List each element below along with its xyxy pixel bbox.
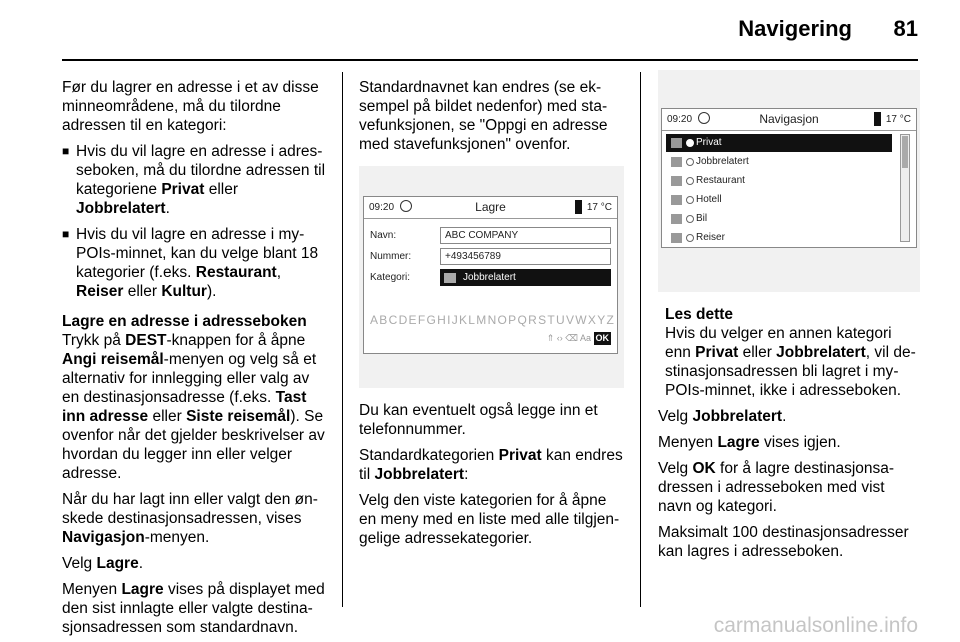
watermark: carmanualsonline.info bbox=[713, 614, 918, 637]
bullet-address-book: ■ Hvis du vil lagre en adresse i adresseboken, må du tilordne adressen til kategoriene Privat eller Jobbrelatert. bbox=[62, 142, 330, 218]
default-category-paragraph: Standardkategorien Privat kan endres til Jobbrelatert: bbox=[359, 447, 623, 483]
column-3 bbox=[658, 70, 920, 568]
navigasjon-status-bar bbox=[662, 109, 916, 131]
spell-paragraph: Standardnavnet kan endres (se eksempel på bildet nedenfor) med stavefunksjonen, se "Oppgi en adresse med stavefunksjonen" ovenfor. bbox=[359, 79, 608, 153]
number-row: Nummer: +493456789 bbox=[370, 248, 611, 265]
clock-time: 09:20 bbox=[369, 202, 395, 213]
list-item-bil[interactable]: Bil bbox=[666, 210, 892, 228]
screen-title: Lagre bbox=[475, 200, 506, 214]
header-rule bbox=[62, 59, 918, 61]
navigasjon-screen bbox=[661, 108, 917, 248]
number-field[interactable]: +493456789 bbox=[440, 248, 611, 265]
velg-lagre-paragraph: Velg Lagre. bbox=[62, 555, 144, 572]
column-divider-1 bbox=[342, 72, 343, 607]
page-number: 81 bbox=[893, 16, 918, 41]
list-item-hotell[interactable]: Hotell bbox=[666, 191, 892, 209]
category-menu-paragraph: Velg den viste kategorien for å åpne en meny med en liste med alle tilgjengelige adressekategorier. bbox=[359, 492, 620, 547]
dest-paragraph: Trykk på DEST-knappen for å åpne Angi reisemål-menyen og velg så et alternativ for innlegging eller valg av en destinasjonsadresse (f.eks. Tast inn adresse eller Siste reisemål). Se ovenfor når det gjelder beskrivelser av hvordan du legger inn eller velger adresse. bbox=[62, 332, 325, 482]
note-text: Hvis du velger en annen kategori enn Privat eller Jobbrelatert, vil destinasjonsadressen bli lagret i myPOIs-minnet, ikke i adresseboken. bbox=[665, 325, 916, 399]
category-row: Kategori: Jobbrelatert bbox=[370, 269, 611, 286]
category-field[interactable]: Jobbrelatert bbox=[440, 269, 611, 286]
speller-nav-keys[interactable]: ⇑ ‹› ⌫ bbox=[546, 333, 578, 343]
lagre-status-bar bbox=[364, 197, 617, 219]
category-icon bbox=[671, 176, 682, 186]
category-icon bbox=[671, 233, 682, 243]
category-icon bbox=[671, 195, 682, 205]
navigasjon-paragraph: Når du har lagt inn eller valgt den ønskede destinasjonsadressen, vises Navigasjon-menyen. bbox=[62, 491, 318, 546]
note-box bbox=[665, 305, 920, 400]
category-icon bbox=[444, 273, 456, 283]
lagre-screen bbox=[363, 196, 618, 354]
screen-title: Navigasjon bbox=[759, 112, 819, 126]
header-title: Navigering bbox=[738, 16, 852, 41]
name-row: Navn: ABC COMPANY bbox=[370, 227, 611, 244]
max-addresses-paragraph: Maksimalt 100 destinasjonsadresser kan lagres i adresseboken. bbox=[658, 524, 909, 560]
thermometer-icon bbox=[874, 112, 881, 126]
scroll-thumb[interactable] bbox=[902, 136, 908, 168]
radio-icon bbox=[686, 139, 694, 147]
category-icon bbox=[671, 214, 682, 224]
phone-paragraph: Du kan eventuelt også legge inn et telefonnummer. bbox=[359, 402, 598, 438]
section-heading: Lagre en adresse i adresseboken bbox=[62, 313, 307, 330]
lagre-screen-figure bbox=[359, 166, 624, 388]
velg-jobbrelatert-paragraph: Velg Jobbrelatert. bbox=[658, 408, 787, 425]
category-icon bbox=[671, 157, 682, 167]
page-header bbox=[0, 0, 960, 60]
radio-icon bbox=[686, 196, 694, 204]
case-key[interactable]: Aa bbox=[579, 333, 591, 343]
category-icon bbox=[671, 138, 682, 148]
radio-icon bbox=[686, 158, 694, 166]
temperature: 17 °C bbox=[885, 114, 911, 125]
radio-icon bbox=[686, 234, 694, 242]
menu-again-paragraph: Menyen Lagre vises igjen. bbox=[658, 434, 841, 451]
name-field[interactable]: ABC COMPANY bbox=[440, 227, 611, 244]
note-title: Les dette bbox=[665, 306, 734, 323]
temperature: 17 °C bbox=[586, 202, 612, 213]
speller-alphabet[interactable]: ABCDEFGHIJKLMNOPQRSTUVWXYZ bbox=[370, 313, 616, 327]
list-item-privat[interactable]: Privat bbox=[666, 134, 892, 152]
column-1 bbox=[62, 78, 330, 642]
intro-paragraph: Før du lagrer en adresse i et av disse minneområdene, må du tilordne adressen til en kategori: bbox=[62, 79, 319, 134]
ok-key[interactable]: OK bbox=[595, 333, 609, 343]
radio-icon bbox=[686, 177, 694, 185]
radio-icon bbox=[686, 215, 694, 223]
list-item-jobbrelatert[interactable]: Jobbrelatert bbox=[666, 153, 892, 171]
bullet-mypois: ■ Hvis du vil lagre en adresse i myPOIs-minnet, kan du velge blant 18 kategorier (f.eks. Restaurant, Reiser eller Kultur). bbox=[62, 225, 330, 301]
list-item-reiser[interactable]: Reiser bbox=[666, 229, 892, 247]
velg-ok-paragraph: Velg OK for å lagre destinasjonsadressen i adresseboken med vist navn og kategori. bbox=[658, 460, 895, 515]
column-divider-2 bbox=[640, 72, 641, 607]
clock-time: 09:20 bbox=[667, 114, 693, 125]
navigasjon-screen-figure bbox=[658, 70, 920, 292]
list-scrollbar[interactable] bbox=[900, 134, 910, 242]
column-2 bbox=[359, 78, 624, 555]
list-item-restaurant[interactable]: Restaurant bbox=[666, 172, 892, 190]
thermometer-icon bbox=[575, 200, 582, 214]
speller-keys bbox=[547, 332, 611, 345]
menu-lagre-paragraph: Menyen Lagre vises på displayet med den sist innlagte eller valgte destinasjonsadressen som standardnavn. bbox=[62, 581, 325, 636]
